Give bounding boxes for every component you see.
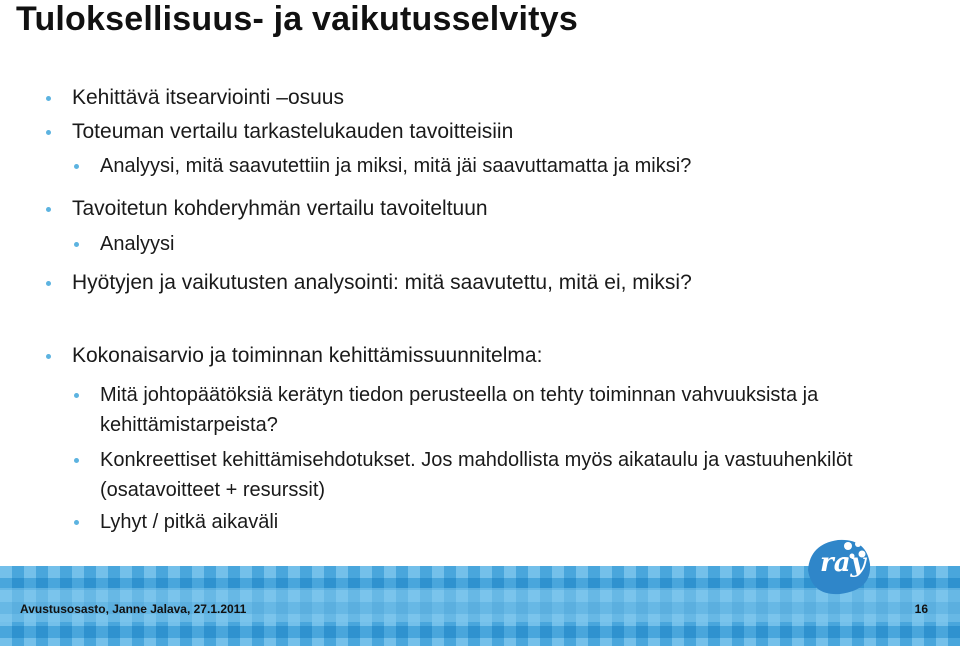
- bullet-text: Hyötyjen ja vaikutusten analysointi: mitä saavutettu, mitä ei, miksi?: [72, 271, 692, 294]
- bullet-text: Tavoitetun kohderyhmän vertailu tavoiteltuun: [72, 197, 488, 220]
- sub-bullet-item: [100, 151, 691, 181]
- footer-author-date: Avustusosasto, Janne Jalava, 27.1.2011: [20, 602, 247, 616]
- sub-bullet-item: [100, 445, 860, 505]
- bullet-text: Konkreettiset kehittämisehdotukset. Jos mahdollista myös aikataulu ja vastuuhenkilöt (osatavoitteet + resurssit): [100, 449, 853, 501]
- bullet-dot-icon: [74, 164, 79, 169]
- sub-bullet-item: [100, 380, 860, 440]
- bullet-item: [72, 268, 692, 298]
- bullet-text: Analyysi, mitä saavutettiin ja miksi, mitä jäi saavuttamatta ja miksi?: [100, 155, 692, 177]
- bullet-text: Mitä johtopäätöksiä kerätyn tiedon perusteella on tehty toiminnan vahvuuksista ja kehittämistarpeista?: [100, 384, 819, 436]
- bullet-text: Kehittävä itsearviointi –osuus: [72, 86, 344, 109]
- bullet-dot-icon: [46, 130, 51, 135]
- logo-text: ray: [820, 548, 866, 578]
- bullet-text: Kokonaisarvio ja toiminnan kehittämissuunnitelma:: [72, 344, 543, 367]
- bullet-text: Toteuman vertailu tarkastelukauden tavoitteisiin: [72, 120, 514, 143]
- bullet-dot-icon: [74, 520, 79, 525]
- sub-bullet-item: [100, 229, 174, 259]
- sub-bullet-item: [100, 507, 278, 537]
- bullet-item: [72, 341, 542, 371]
- slide-title: Tuloksellisuus- ja vaikutusselvitys: [16, 0, 578, 38]
- bullet-dot-icon: [46, 281, 51, 286]
- bullet-dot-icon: [46, 354, 51, 359]
- bullet-item: [72, 83, 344, 113]
- bullet-text: Analyysi: [100, 233, 175, 255]
- bullet-dot-icon: [74, 393, 79, 398]
- bullet-dot-icon: [46, 207, 51, 212]
- bullet-dot-icon: [74, 242, 79, 247]
- bullet-dot-icon: [46, 96, 51, 101]
- bullet-dot-icon: [74, 458, 79, 463]
- bullet-item: [72, 117, 513, 147]
- page-number: 16: [914, 602, 928, 616]
- bullet-item: [72, 194, 488, 224]
- bullet-text: Lyhyt / pitkä aikaväli: [100, 511, 279, 533]
